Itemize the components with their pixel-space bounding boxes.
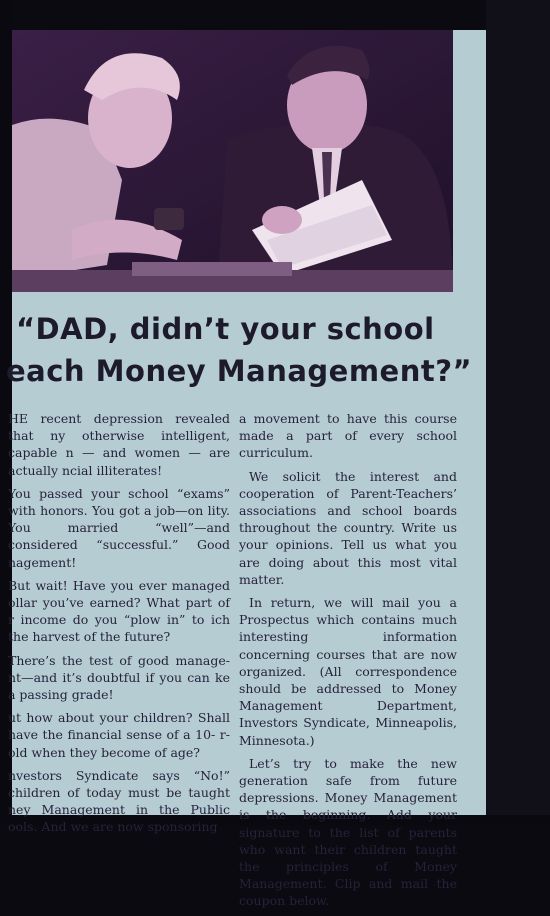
paragraph: nvestors Syndicate says “No!” children of today must be taught ney Management in the Public ools. And we are now sponsoring [8, 767, 230, 835]
body-column-right [239, 410, 457, 916]
body-column-left [8, 410, 230, 842]
paragraph: We solicit the interest and cooperation of Parent-Teachers’ associations and school boards throughout the country. Write us your opinions. Tell us what you are doing about this most vital matter. [239, 468, 457, 587]
paragraph: But wait! Have you ever managed ollar you’ve earned? What part of r income do you “plow in” to ich the harvest of the future? [8, 577, 230, 645]
paragraph: You passed your school “exams” with honors. You got a job—on lity. You married “well”—and considered “successful.” Good nagement! [8, 485, 230, 570]
photo-illustration [12, 30, 453, 292]
advertisement-page [6, 30, 486, 909]
paragraph: There’s the test of good manage- nt—and it’s doubtful if you can ke a passing grade! [8, 652, 230, 703]
paragraph: Let’s try to make the new generation safe from future depressions. Money Management is the beginning. Add your signature to the list of parents who want their children taught the principles of Money Management. Clip and mail the coupon below. [239, 755, 457, 909]
paragraph: ut how about your children? Shall have the financial sense of a 10- r-old when they become of age? [8, 710, 230, 760]
headline-line-2: each Money Management?” [6, 354, 473, 388]
headline-line-1: “DAD, didn’t your school [16, 312, 435, 346]
paragraph: a movement to have this course made a part of every school curriculum. [239, 411, 457, 461]
paragraph: HE recent depression revealed that ny otherwise intelligent, capable n — and women — are actually ncial illiterates! [8, 411, 230, 478]
slide-frame-right [486, 0, 550, 825]
father-son-photo [12, 30, 453, 292]
paragraph: In return, we will mail you a Prospectus which contains much interesting information concerning courses that are now organized. (All correspondence should be addressed to Money Management Department, Investors Syndicate, Minneapolis, Minnesota.) [239, 595, 457, 748]
